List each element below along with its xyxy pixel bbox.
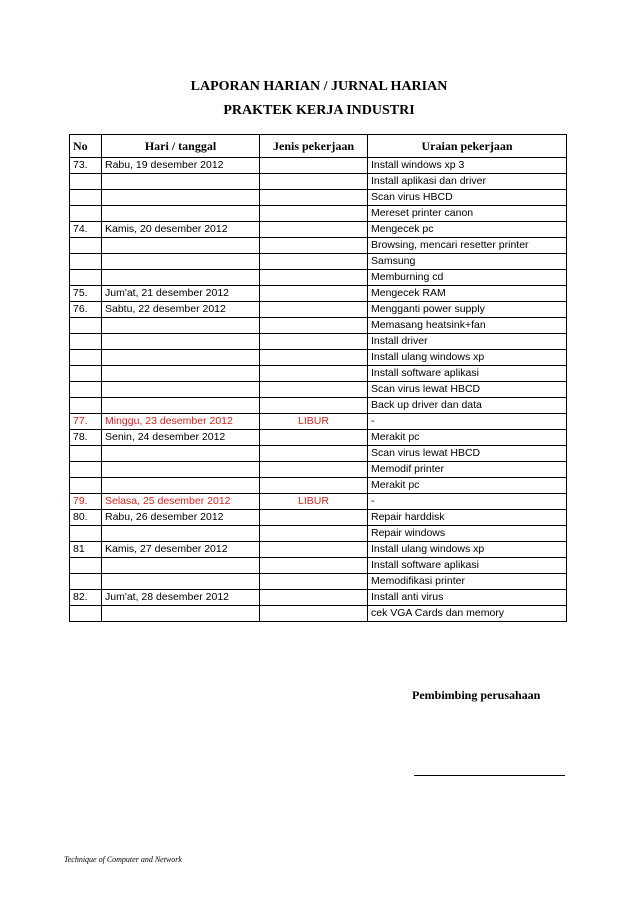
cell-day [102,558,260,574]
cell-day [102,318,260,334]
cell-job [260,382,368,398]
table-row [70,414,567,430]
cell-job: LIBUR [260,494,368,510]
cell-job [260,334,368,350]
table-row [70,174,567,190]
cell-no: 82. [70,590,102,606]
cell-day [102,334,260,350]
cell-day: Jum'at, 21 desember 2012 [102,286,260,302]
cell-no: 76. [70,302,102,318]
cell-no: 75. [70,286,102,302]
header-desc: Uraian pekerjaan [368,135,567,158]
cell-job [260,478,368,494]
cell-no: 73. [70,158,102,174]
signature-label: Pembimbing perusahaan [412,688,541,702]
cell-day: Selasa, 25 desember 2012 [102,494,260,510]
cell-day: Minggu, 23 desember 2012 [102,414,260,430]
cell-day [102,526,260,542]
table-row [70,574,567,590]
cell-no: 80. [70,510,102,526]
header-day: Hari / tanggal [102,135,260,158]
cell-desc: Scan virus HBCD [368,190,567,206]
table-row [70,590,567,606]
cell-desc: Repair windows [368,526,567,542]
cell-day: Kamis, 27 desember 2012 [102,542,260,558]
table-row [70,350,567,366]
cell-desc: Merakit pc [368,478,567,494]
cell-job [260,366,368,382]
cell-desc: Scan virus lewat HBCD [368,446,567,462]
table-row [70,478,567,494]
report-title: LAPORAN HARIAN / JURNAL HARIAN [190,79,448,94]
cell-desc: Install driver [368,334,567,350]
cell-no [70,382,102,398]
cell-no [70,366,102,382]
cell-day: Rabu, 26 desember 2012 [102,510,260,526]
cell-desc: Install software aplikasi [368,558,567,574]
cell-job [260,286,368,302]
cell-desc: Repair harddisk [368,510,567,526]
cell-desc: Back up driver dan data [368,398,567,414]
cell-no [70,526,102,542]
cell-day: Senin, 24 desember 2012 [102,430,260,446]
cell-desc: Memburning cd [368,270,567,286]
cell-job [260,398,368,414]
cell-no [70,254,102,270]
cell-job [260,606,368,622]
cell-desc: Scan virus lewat HBCD [368,382,567,398]
cell-no [70,574,102,590]
table-row [70,494,567,510]
cell-day [102,446,260,462]
cell-no: 81 [70,542,102,558]
signature-line [414,775,565,776]
cell-day [102,574,260,590]
table-row [70,222,567,238]
cell-no [70,350,102,366]
cell-job [260,462,368,478]
cell-job [260,574,368,590]
cell-desc: Browsing, mencari resetter printer [368,238,567,254]
cell-job [260,510,368,526]
cell-no: 74. [70,222,102,238]
cell-desc: Install anti virus [368,590,567,606]
table-row [70,430,567,446]
footer-text: Technique of Computer and Network [64,855,182,864]
cell-day [102,174,260,190]
cell-no: 78. [70,430,102,446]
cell-no [70,238,102,254]
cell-job [260,558,368,574]
cell-desc: Mereset printer canon [368,206,567,222]
cell-no: 77. [70,414,102,430]
table-row [70,366,567,382]
cell-desc: Install software aplikasi [368,366,567,382]
cell-desc: Memasang heatsink+fan [368,318,567,334]
cell-day [102,606,260,622]
table-row [70,318,567,334]
cell-day [102,382,260,398]
cell-desc: - [368,494,567,510]
cell-desc: Install ulang windows xp [368,350,567,366]
table-row [70,542,567,558]
header-no: No [70,135,102,158]
cell-no [70,270,102,286]
cell-day [102,238,260,254]
cell-job [260,254,368,270]
cell-day [102,270,260,286]
cell-desc: Merakit pc [368,430,567,446]
cell-job [260,526,368,542]
cell-desc: Memodifikasi printer [368,574,567,590]
table-row [70,446,567,462]
cell-desc: - [368,414,567,430]
report-subtitle: PRAKTEK KERJA INDUSTRI [223,103,415,118]
cell-day [102,190,260,206]
cell-desc: Mengecek pc [368,222,567,238]
cell-day: Sabtu, 22 desember 2012 [102,302,260,318]
table-row [70,382,567,398]
cell-desc: Mengecek RAM [368,286,567,302]
cell-day: Rabu, 19 desember 2012 [102,158,260,174]
cell-no [70,558,102,574]
cell-desc: Install ulang windows xp [368,542,567,558]
cell-day [102,478,260,494]
cell-job [260,446,368,462]
table-row [70,334,567,350]
cell-desc: Memodif printer [368,462,567,478]
cell-day [102,254,260,270]
cell-job [260,158,368,174]
cell-job [260,302,368,318]
cell-desc: Install windows xp 3 [368,158,567,174]
table-row [70,606,567,622]
table-row [70,462,567,478]
cell-no [70,478,102,494]
table-row [70,398,567,414]
cell-day [102,462,260,478]
table-row [70,254,567,270]
table-row [70,510,567,526]
cell-day: Kamis, 20 desember 2012 [102,222,260,238]
cell-no [70,318,102,334]
cell-desc: Install aplikasi dan driver [368,174,567,190]
cell-job [260,430,368,446]
cell-job [260,222,368,238]
cell-job [260,542,368,558]
table-row [70,158,567,174]
header-job: Jenis pekerjaan [260,135,368,158]
cell-no [70,446,102,462]
cell-no [70,606,102,622]
cell-desc: Mengganti power supply [368,302,567,318]
cell-desc: cek VGA Cards dan memory [368,606,567,622]
cell-job [260,206,368,222]
table-row [70,238,567,254]
cell-no: 79. [70,494,102,510]
table-row [70,526,567,542]
cell-no [70,206,102,222]
journal-table [69,134,567,622]
cell-job [260,590,368,606]
cell-no [70,462,102,478]
cell-day [102,398,260,414]
cell-no [70,174,102,190]
table-header-row [70,135,567,158]
cell-job [260,350,368,366]
table-row [70,270,567,286]
cell-day [102,366,260,382]
cell-job [260,174,368,190]
cell-job [260,318,368,334]
table-row [70,558,567,574]
table-row [70,206,567,222]
cell-job [260,238,368,254]
cell-desc: Samsung [368,254,567,270]
cell-job [260,270,368,286]
table-body [70,158,567,622]
cell-day [102,206,260,222]
cell-no [70,334,102,350]
cell-day: Jum'at, 28 desember 2012 [102,590,260,606]
cell-job [260,190,368,206]
cell-job: LIBUR [260,414,368,430]
table-row [70,286,567,302]
cell-day [102,350,260,366]
table-row [70,302,567,318]
cell-no [70,190,102,206]
cell-no [70,398,102,414]
table-row [70,190,567,206]
